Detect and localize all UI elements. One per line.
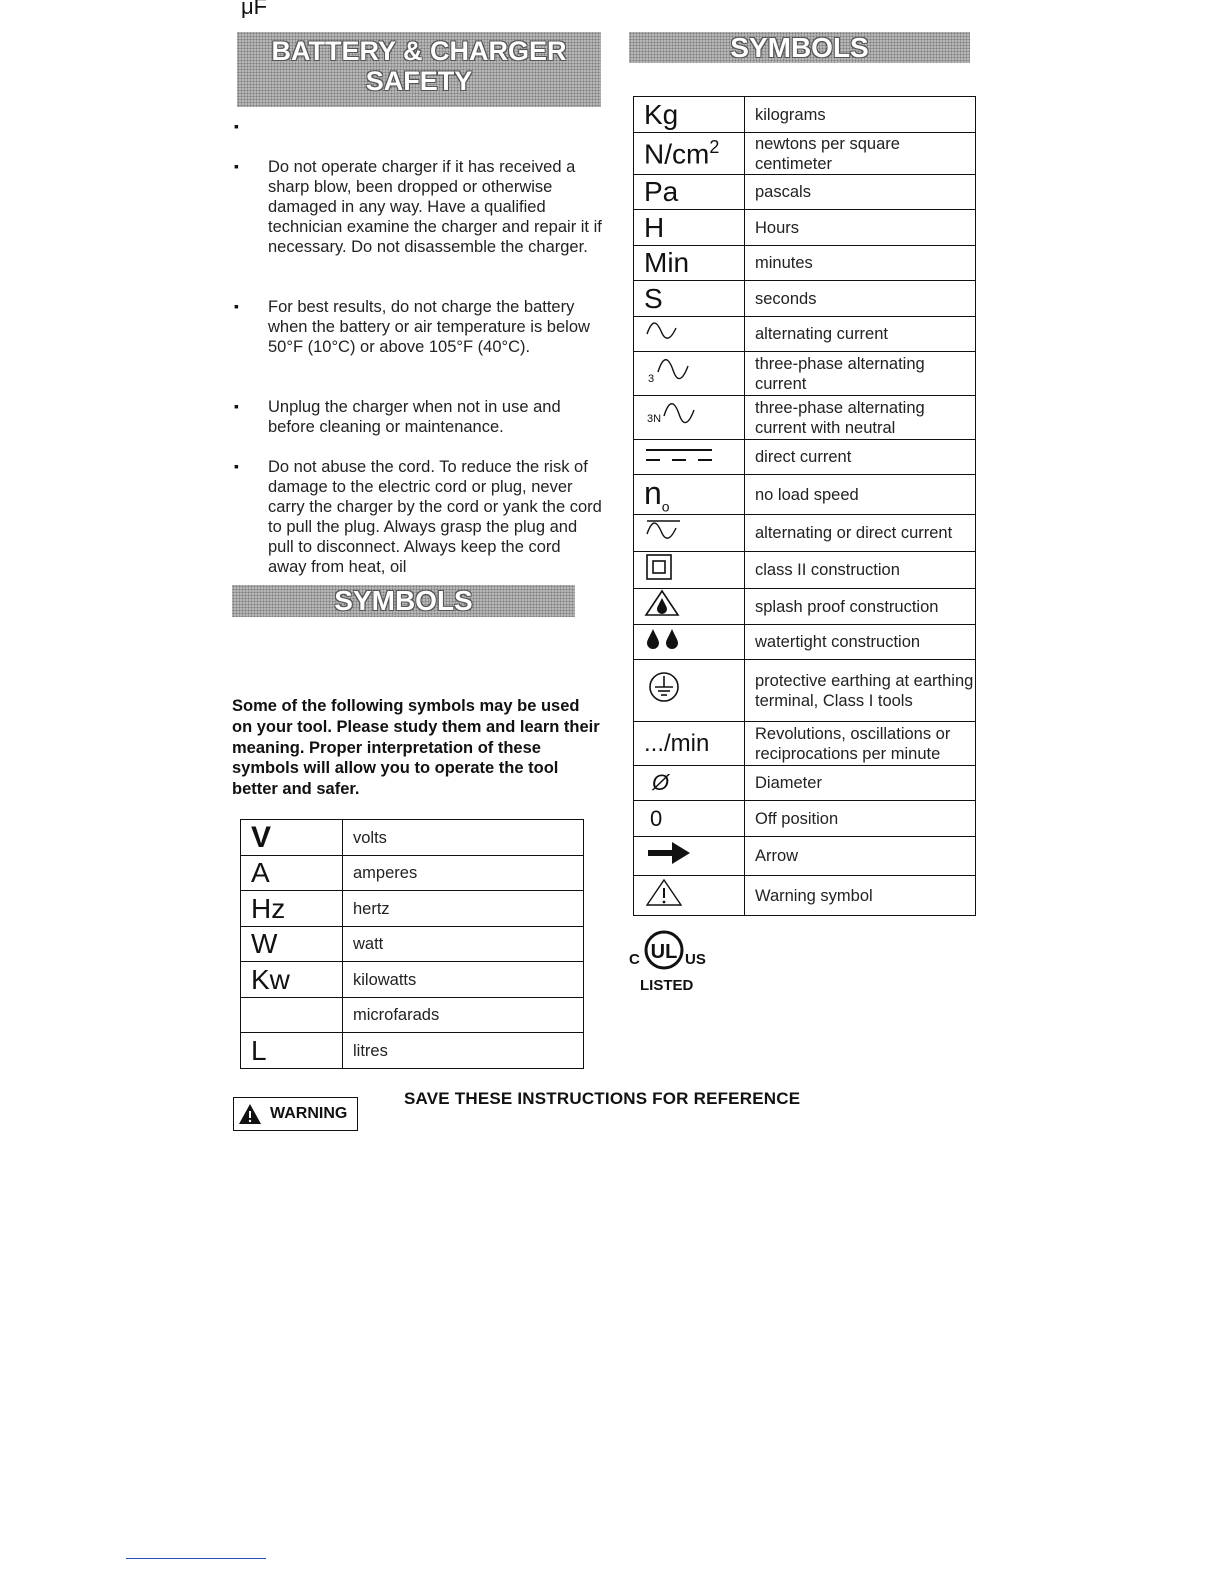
symbol-text: n (644, 475, 662, 511)
three-phase-neutral-label: 3N (647, 413, 662, 425)
bullet-mark: ▪ (234, 158, 239, 174)
meaning-cell: microfarads (343, 998, 584, 1033)
meaning-cell: three-phase alternating current (745, 352, 976, 396)
meaning-cell: alternating current (745, 317, 976, 352)
alternating-current-icon (644, 318, 684, 344)
symbol-cell (634, 515, 745, 552)
table-row (634, 246, 976, 281)
symbol-cell: V (241, 820, 343, 856)
symbol-cell: Pa (634, 175, 745, 210)
stray-mu-mark: μF (241, 0, 268, 19)
meaning-cell: protective earthing at earthing terminal, Class I tools (745, 660, 976, 722)
warning-triangle-icon (644, 877, 684, 907)
meaning-cell: alternating or direct current (745, 515, 976, 552)
battery-safety-banner (237, 32, 601, 107)
ac-dc-icon (644, 516, 684, 544)
table-row (634, 281, 976, 317)
table-row (241, 891, 584, 927)
meaning-cell: direct current (745, 440, 976, 475)
symbol-superscript: 2 (709, 136, 720, 157)
meaning-cell: newtons per square centimeter (745, 133, 976, 175)
bullet-mark: ▪ (234, 458, 239, 474)
symbol-cell: A (241, 856, 343, 891)
table-row (634, 766, 976, 801)
symbol-cell (634, 552, 745, 589)
ul-us-letters: US (685, 951, 706, 968)
table-row (241, 856, 584, 891)
symbol-cell (634, 440, 745, 475)
symbols-banner-right: SYMBOLS (629, 32, 970, 63)
warning-label: WARNING (270, 1105, 348, 1122)
ul-listed-text: LISTED (640, 977, 694, 994)
symbol-cell (634, 837, 745, 876)
meaning-cell: class II construction (745, 552, 976, 589)
symbol-subscript: o (661, 498, 670, 515)
meaning-cell: Revolutions, oscillations or reciprocations per minute (745, 722, 976, 766)
three-phase-ac-neutral-icon (644, 396, 704, 432)
table-row (634, 133, 976, 175)
meaning-cell: minutes (745, 246, 976, 281)
symbol-cell (634, 133, 745, 175)
symbol-cell: H (634, 210, 745, 246)
direct-current-icon (644, 441, 714, 467)
ul-c-letter: C (629, 951, 640, 968)
symbol-cell: Hz (241, 891, 343, 927)
ul-listed-mark (628, 928, 718, 998)
table-row (634, 175, 976, 210)
table-row (634, 801, 976, 837)
meaning-cell: no load speed (745, 475, 976, 515)
meaning-cell: Hours (745, 210, 976, 246)
ul-letters: UL (650, 941, 678, 963)
table-row (634, 722, 976, 766)
table-row (634, 589, 976, 625)
table-row (241, 962, 584, 998)
symbol-text: N/cm (644, 138, 710, 170)
table-row (634, 552, 976, 589)
symbol-cell (634, 660, 745, 722)
symbols-banner-left: SYMBOLS (232, 585, 575, 617)
three-phase-label: 3 (648, 373, 655, 385)
symbol-cell: Kg (634, 97, 745, 133)
symbol-cell: Ø (634, 766, 745, 801)
splash-proof-icon (644, 589, 680, 617)
ul-listed-logo (628, 928, 718, 998)
table-row (634, 475, 976, 515)
symbol-cell (634, 876, 745, 916)
table-row (241, 820, 584, 856)
bullet-unplug: Unplug the charger when not in use and before cleaning or maintenance. (268, 398, 561, 436)
table-row (634, 515, 976, 552)
symbol-cell (634, 352, 745, 396)
meaning-cell: kilowatts (343, 962, 584, 998)
symbol-cell (634, 396, 745, 440)
bullet-mark: ▪ (234, 298, 239, 314)
meaning-cell: kilograms (745, 97, 976, 133)
meaning-cell: splash proof construction (745, 589, 976, 625)
meaning-cell: litres (343, 1033, 584, 1069)
meaning-cell: hertz (343, 891, 584, 927)
symbol-cell (241, 998, 343, 1033)
table-row (634, 876, 976, 916)
bullet-cord: Do not abuse the cord. To reduce the risk of damage to the electric cord or plug, never carry the charger by the cord or yank the cord to pull the plug. Always grasp the plug and pull to disconnect. Always keep the cord away from heat, oil (268, 458, 602, 576)
symbol-cell: 0 (634, 801, 745, 837)
warning-icon (238, 1103, 262, 1125)
symbol-cell: Min (634, 246, 745, 281)
table-row (634, 660, 976, 722)
symbol-cell (634, 625, 745, 660)
table-row (634, 837, 976, 876)
symbol-cell (634, 317, 745, 352)
meaning-cell: watertight construction (745, 625, 976, 660)
meaning-cell: Arrow (745, 837, 976, 876)
symbol-cell: L (241, 1033, 343, 1069)
banner-line-2: SAFETY (365, 66, 473, 96)
meaning-cell: pascals (745, 175, 976, 210)
three-phase-ac-icon (644, 352, 704, 388)
meaning-cell: Warning symbol (745, 876, 976, 916)
right-symbol-table (633, 96, 976, 916)
meaning-cell: Off position (745, 801, 976, 837)
save-instructions-text: SAVE THESE INSTRUCTIONS FOR REFERENCE (404, 1089, 801, 1108)
table-row (241, 998, 584, 1033)
left-symbol-table (240, 819, 584, 1069)
bullet-mark: ▪ (234, 398, 239, 414)
earthing-icon (644, 670, 684, 704)
meaning-cell: seconds (745, 281, 976, 317)
meaning-cell: three-phase alternating current with neutral (745, 396, 976, 440)
lone-bullet: ▪ (234, 118, 239, 134)
table-row (634, 97, 976, 133)
table-row (634, 440, 976, 475)
table-row (634, 210, 976, 246)
symbols-intro: Some of the following symbols may be used on your tool. Please study them and learn their meaning. Proper interpretation of these symbols will allow you to operate the tool better and safer. (232, 697, 600, 799)
bullet-charger-damage: Do not operate charger if it has received a sharp blow, been dropped or otherwise damaged in any way. Have a qualified technician examine the charger and repair it if necessary. Do not disassemble the charger. (268, 158, 602, 256)
watertight-icon (644, 626, 684, 652)
meaning-cell: volts (343, 820, 584, 856)
symbol-cell (634, 475, 745, 515)
meaning-cell: watt (343, 927, 584, 962)
banner-line-1: BATTERY & CHARGER (271, 36, 567, 66)
table-row (241, 927, 584, 962)
table-row (634, 625, 976, 660)
table-row (634, 352, 976, 396)
class-ii-icon (644, 553, 674, 581)
symbol-cell: .../min (634, 722, 745, 766)
symbol-cell (634, 589, 745, 625)
table-row (634, 317, 976, 352)
meaning-cell: Diameter (745, 766, 976, 801)
symbol-cell: W (241, 927, 343, 962)
meaning-cell: amperes (343, 856, 584, 891)
symbol-cell: S (634, 281, 745, 317)
arrow-icon (644, 839, 694, 867)
table-row (634, 396, 976, 440)
bullet-charge-temperature: For best results, do not charge the battery when the battery or air temperature is below 50°F (10°C) or above 105°F (40°C). (268, 298, 590, 356)
table-row (241, 1033, 584, 1069)
symbol-cell: Kw (241, 962, 343, 998)
bottom-rule (126, 1558, 266, 1559)
